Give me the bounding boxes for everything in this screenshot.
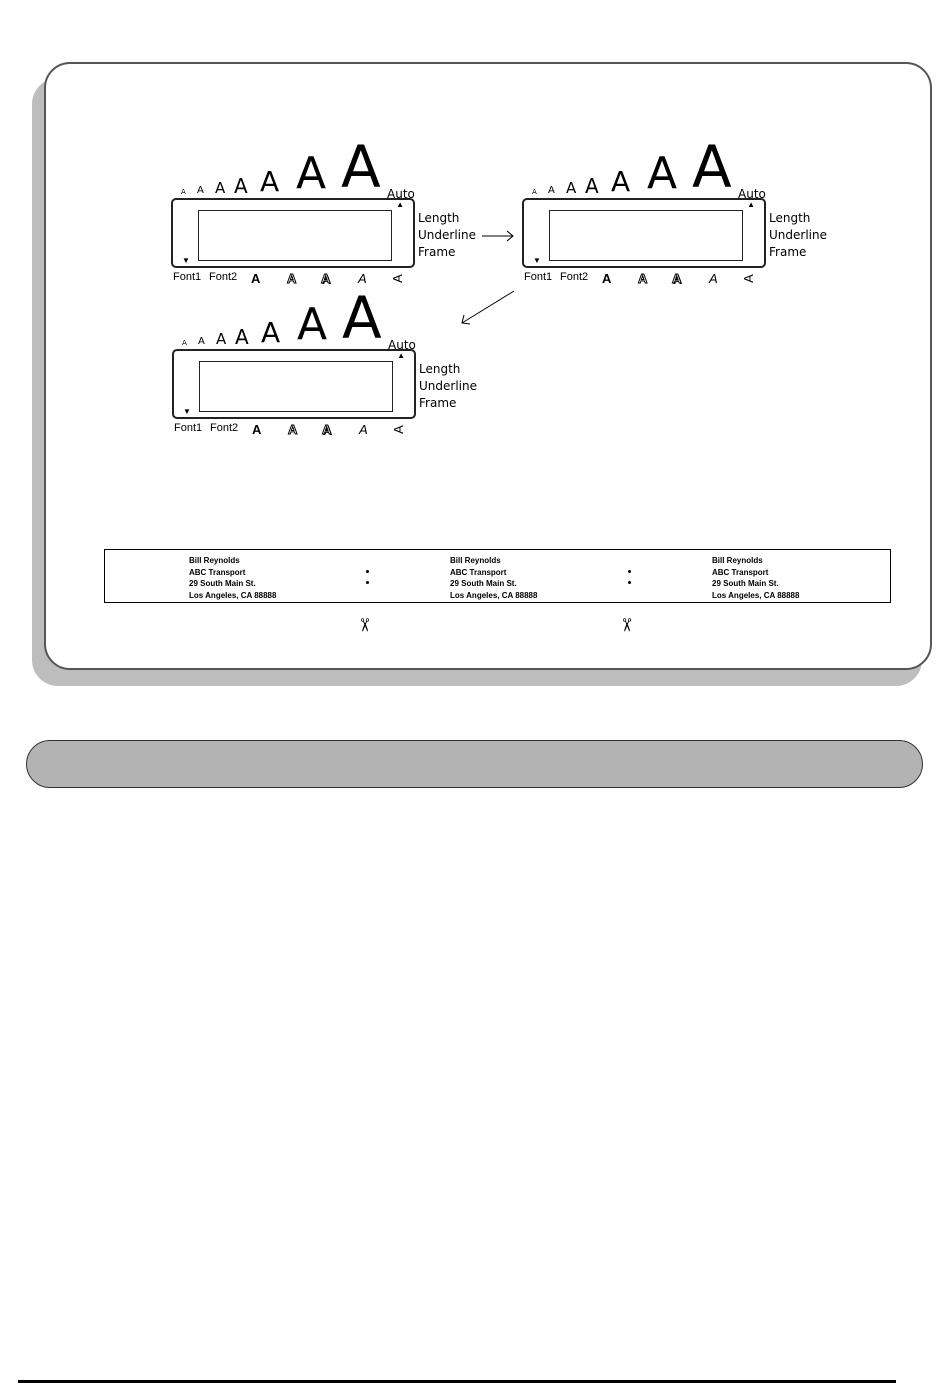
font2-label: Font2 bbox=[560, 271, 589, 283]
size-7: A bbox=[342, 284, 382, 352]
bold-style-icon: A bbox=[251, 271, 261, 286]
cut-dot bbox=[628, 581, 631, 584]
size-4: A bbox=[585, 174, 599, 198]
size-2: A bbox=[198, 336, 205, 347]
size-1: A bbox=[182, 339, 187, 347]
address-block-2 bbox=[450, 555, 537, 601]
address-line: Los Angeles, CA 88888 bbox=[712, 590, 800, 600]
address-line: ABC Transport bbox=[712, 567, 769, 577]
size-7: A bbox=[692, 133, 732, 201]
frame-label: Frame bbox=[769, 245, 807, 259]
size-3: A bbox=[215, 179, 226, 197]
indicator-up-icon: ▲ bbox=[396, 200, 404, 209]
section-header-bar bbox=[26, 740, 923, 788]
size-4: A bbox=[234, 174, 248, 198]
address-block-3 bbox=[712, 555, 799, 601]
arrow-down-left-icon bbox=[462, 291, 514, 324]
cut-dot bbox=[366, 570, 369, 573]
shadow-style-icon: A bbox=[672, 271, 682, 286]
size-5: A bbox=[261, 316, 281, 349]
length-label: Length bbox=[419, 362, 461, 376]
size-6: A bbox=[297, 299, 328, 350]
vertical-style-icon: A bbox=[390, 425, 406, 434]
size-6: A bbox=[296, 148, 327, 199]
indicator-down-icon: ▼ bbox=[182, 256, 190, 265]
indicator-down-icon: ▼ bbox=[183, 407, 191, 416]
auto-label: Auto bbox=[388, 338, 416, 352]
auto-label: Auto bbox=[738, 187, 766, 201]
size-3: A bbox=[216, 330, 227, 348]
shadow-style-icon: A bbox=[321, 271, 331, 286]
outline-style-icon: A bbox=[287, 271, 297, 286]
length-label: Length bbox=[769, 211, 811, 225]
font2-label: Font2 bbox=[210, 422, 239, 434]
outline-style-icon: A bbox=[638, 271, 648, 286]
address-line: Los Angeles, CA 88888 bbox=[450, 590, 538, 600]
address-block-1 bbox=[189, 555, 276, 601]
size-5: A bbox=[611, 165, 631, 198]
vertical-style-icon: A bbox=[389, 274, 405, 283]
outline-style-icon: A bbox=[288, 422, 298, 437]
scissors-icon: ✂ bbox=[354, 617, 375, 633]
size-5: A bbox=[260, 165, 280, 198]
address-line: Bill Reynolds bbox=[712, 556, 763, 565]
address-line: Bill Reynolds bbox=[189, 556, 240, 565]
size-2: A bbox=[548, 185, 555, 196]
font1-label: Font1 bbox=[174, 422, 203, 434]
size-6: A bbox=[647, 148, 678, 199]
indicator-up-icon: ▲ bbox=[397, 351, 405, 360]
address-line: ABC Transport bbox=[189, 567, 246, 577]
frame-label: Frame bbox=[419, 396, 457, 410]
underline-label: Underline bbox=[418, 228, 476, 242]
size-1: A bbox=[181, 188, 186, 196]
size-2: A bbox=[197, 185, 204, 196]
cut-dot bbox=[628, 570, 631, 573]
underline-label: Underline bbox=[419, 379, 477, 393]
label-tape-example bbox=[104, 549, 891, 603]
bold-style-icon: A bbox=[602, 271, 612, 286]
address-line: 29 South Main St. bbox=[189, 579, 256, 588]
vertical-style-icon: A bbox=[740, 274, 756, 283]
footer-rule bbox=[18, 1380, 896, 1383]
address-line: 29 South Main St. bbox=[450, 579, 517, 588]
address-line: Bill Reynolds bbox=[450, 556, 501, 565]
auto-label: Auto bbox=[387, 187, 415, 201]
size-7: A bbox=[341, 133, 381, 201]
address-line: Los Angeles, CA 88888 bbox=[189, 590, 277, 600]
size-4: A bbox=[235, 325, 249, 349]
underline-label: Underline bbox=[769, 228, 827, 242]
length-label: Length bbox=[418, 211, 460, 225]
arrow-right-icon bbox=[482, 231, 513, 241]
font1-label: Font1 bbox=[173, 271, 202, 283]
italic-style-icon: A bbox=[709, 271, 718, 286]
cut-dot bbox=[366, 581, 369, 584]
size-1: A bbox=[532, 188, 537, 196]
scissors-icon: ✂ bbox=[616, 617, 637, 633]
size-3: A bbox=[566, 179, 577, 197]
bold-style-icon: A bbox=[252, 422, 262, 437]
address-line: ABC Transport bbox=[450, 567, 507, 577]
italic-style-icon: A bbox=[359, 422, 368, 437]
indicator-up-icon: ▲ bbox=[747, 200, 755, 209]
frame-label: Frame bbox=[418, 245, 456, 259]
shadow-style-icon: A bbox=[322, 422, 332, 437]
italic-style-icon: A bbox=[358, 271, 367, 286]
font2-label: Font2 bbox=[209, 271, 238, 283]
indicator-down-icon: ▼ bbox=[533, 256, 541, 265]
font1-label: Font1 bbox=[524, 271, 553, 283]
address-line: 29 South Main St. bbox=[712, 579, 779, 588]
